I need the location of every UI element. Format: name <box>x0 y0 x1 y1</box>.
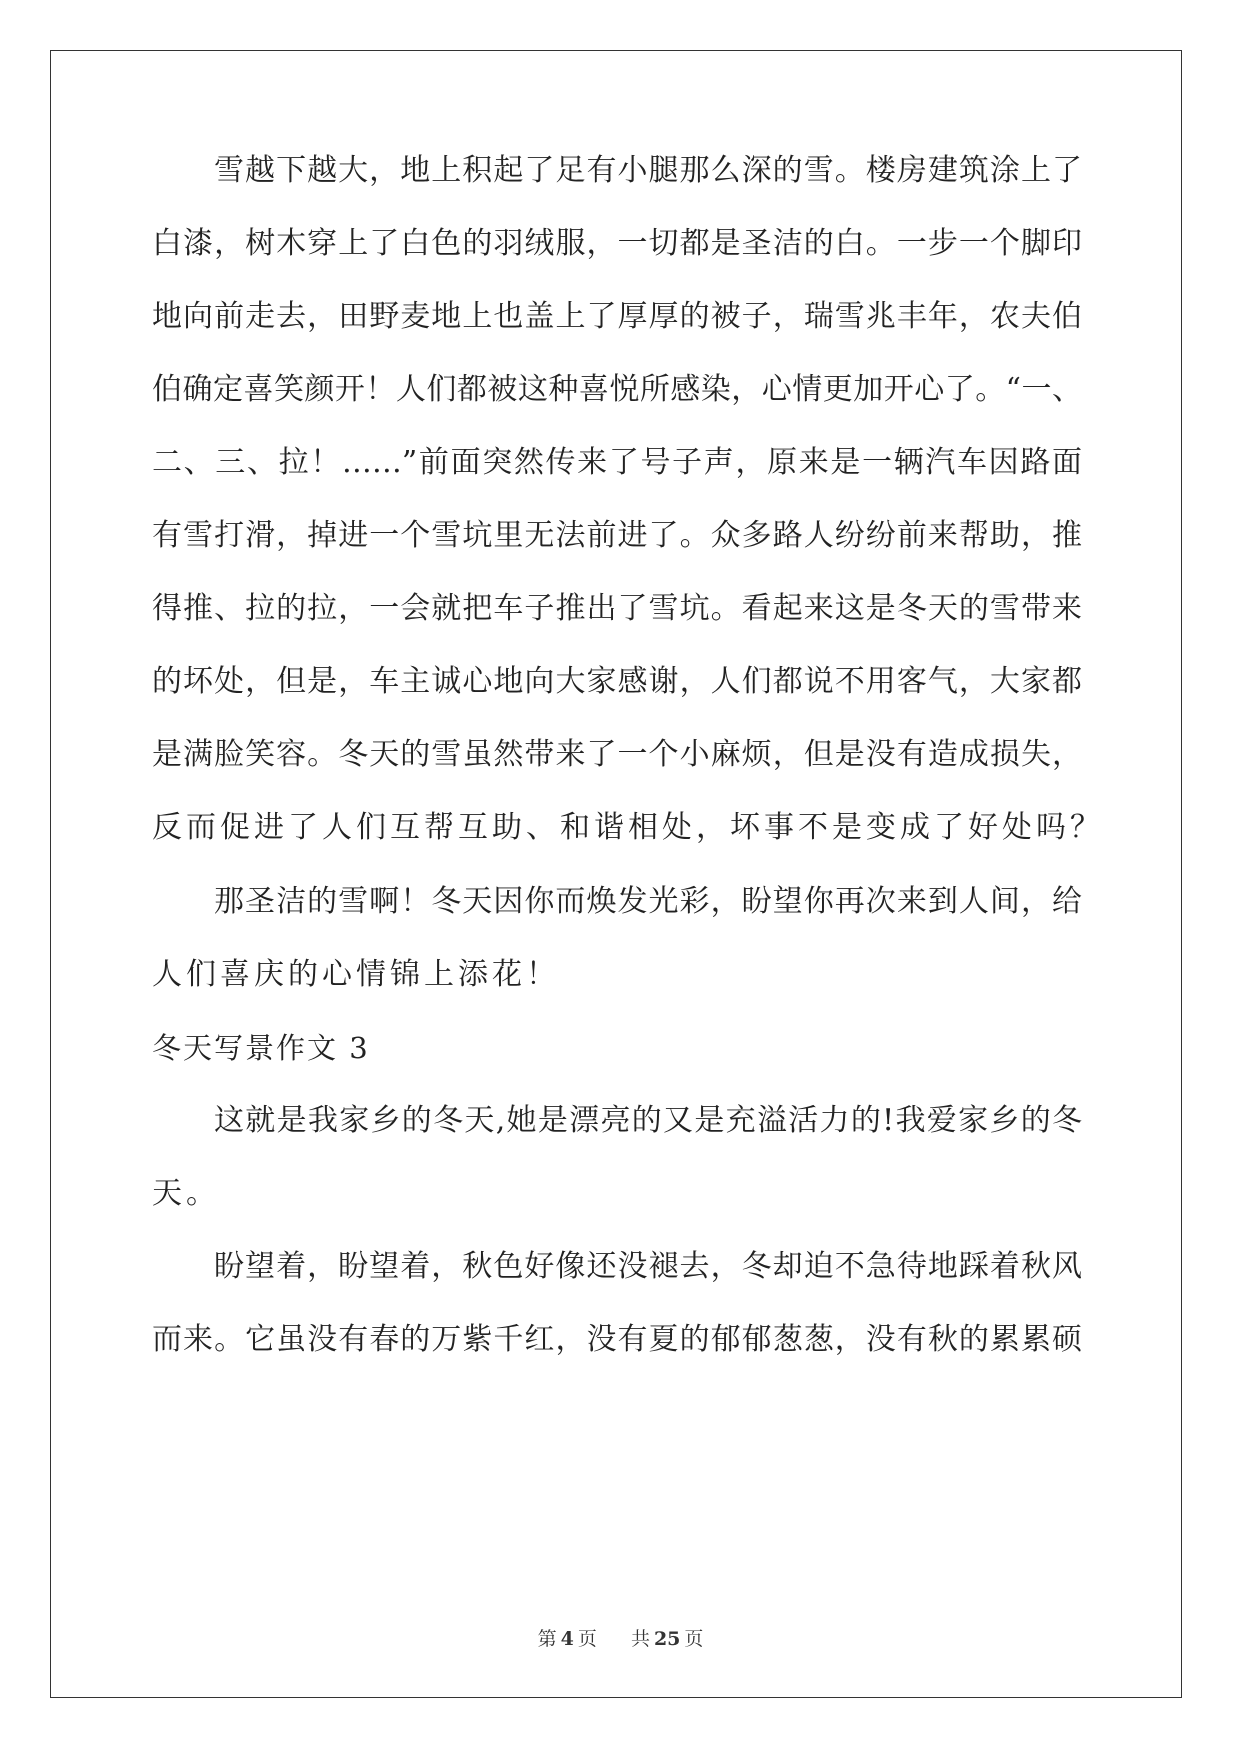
paragraph-line: 雪越下越大，地上积起了足有小腿那么深的雪。楼房建筑涂上了 <box>214 153 1082 188</box>
footer-page-suffix: 页 <box>577 1628 597 1650</box>
paragraph-line: 而来。它虽没有春的万紫千红，没有夏的郁郁葱葱，没有秋的累累硕 <box>152 1322 1082 1357</box>
page-footer <box>0 1624 1241 1651</box>
footer-total-prefix: 共 <box>630 1628 650 1650</box>
paragraph-line: 白漆，树木穿上了白色的羽绒服，一切都是圣洁的白。一步一个脚印 <box>152 226 1082 261</box>
paragraph-line: 那圣洁的雪啊！冬天因你而焕发光彩，盼望你再次来到人间，给 <box>214 884 1082 919</box>
section-heading: 冬天写景作文 3 <box>152 1031 370 1065</box>
paragraph-line: 是满脸笑容。冬天的雪虽然带来了一个小麻烦，但是没有造成损失， <box>152 737 1082 772</box>
footer-total-suffix: 页 <box>684 1628 704 1650</box>
paragraph-line: 盼望着，盼望着，秋色好像还没褪去，冬却迫不急待地踩着秋风 <box>214 1249 1082 1284</box>
footer-page-prefix: 第 <box>537 1628 557 1650</box>
paragraph-line: 这就是我家乡的冬天,她是漂亮的又是充溢活力的!我爱家乡的冬 <box>214 1103 1082 1138</box>
paragraph-line: 反而促进了人们互帮互助、和谐相处，坏事不是变成了好处吗？ <box>152 810 1104 845</box>
paragraph-line: 地向前走去，田野麦地上也盖上了厚厚的被子，瑞雪兆丰年，农夫伯 <box>152 299 1082 334</box>
paragraph-line: 天。 <box>152 1176 220 1211</box>
footer-total-number: 25 <box>653 1628 681 1650</box>
paragraph-line: 人们喜庆的心情锦上添花！ <box>152 957 560 992</box>
paragraph-line: 得推、拉的拉，一会就把车子推出了雪坑。看起来这是冬天的雪带来 <box>152 591 1082 626</box>
paragraph-line: 的坏处，但是，车主诚心地向大家感谢，人们都说不用客气，大家都 <box>152 664 1082 699</box>
paragraph-line: 伯确定喜笑颜开！人们都被这种喜悦所感染，心情更加开心了。“一、 <box>152 372 1082 407</box>
footer-page-number: 4 <box>560 1628 574 1650</box>
paragraph-line: 有雪打滑，掉进一个雪坑里无法前进了。众多路人纷纷前来帮助，推 <box>152 518 1082 553</box>
paragraph-line: 二、三、拉！……”前面突然传来了号子声，原来是一辆汽车因路面 <box>152 445 1082 480</box>
